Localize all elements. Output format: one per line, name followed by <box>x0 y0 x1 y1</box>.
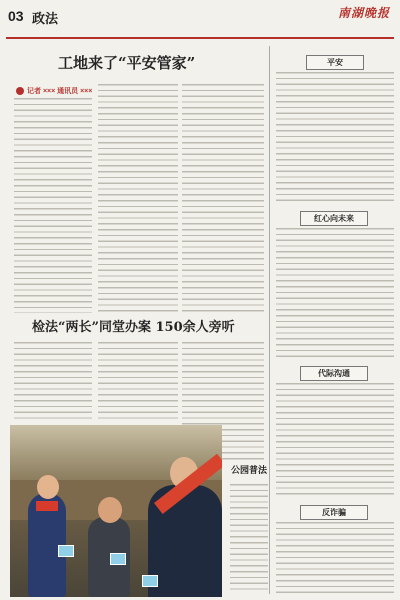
main-article-column-2 <box>98 84 178 314</box>
news-photo <box>10 425 222 597</box>
section-name: 政法 <box>32 11 59 26</box>
sidebar-box-2-title: 红心向未来 <box>300 211 368 226</box>
header-rule <box>6 37 394 39</box>
photo-caption: 公园普法 <box>230 466 267 476</box>
kicker-text: 记者 ××× 通讯员 ××× <box>27 88 93 95</box>
sidebar-box-3-text <box>276 383 394 495</box>
column-divider <box>269 46 270 594</box>
main-headline: 工地来了“平安管家” <box>58 54 196 72</box>
main-article-column-1 <box>14 98 92 313</box>
main-article-column-3 <box>182 84 264 314</box>
photo-caption-text <box>230 484 268 594</box>
kicker-dot-icon <box>16 87 24 95</box>
main-kicker <box>16 86 92 96</box>
newspaper-logo: 南湖晚报 <box>337 6 390 20</box>
page-header <box>0 0 400 38</box>
photo-prosecutor <box>148 485 222 597</box>
second-article-column-2 <box>98 342 178 420</box>
sidebar-box-4-title: 反诈骗 <box>300 505 368 520</box>
page-number: 03 <box>8 8 24 24</box>
sidebar-box-4-text <box>276 522 394 594</box>
second-article-column-1 <box>14 342 92 420</box>
sidebar-box-1-title: 平安 <box>306 55 364 70</box>
sidebar-box-1-text <box>276 72 394 202</box>
second-headline: 检法“两长”同堂办案 150余人旁听 <box>32 320 235 335</box>
sidebar-box-2-text <box>276 228 394 358</box>
sidebar-box-3-title: 代际沟通 <box>300 366 368 381</box>
